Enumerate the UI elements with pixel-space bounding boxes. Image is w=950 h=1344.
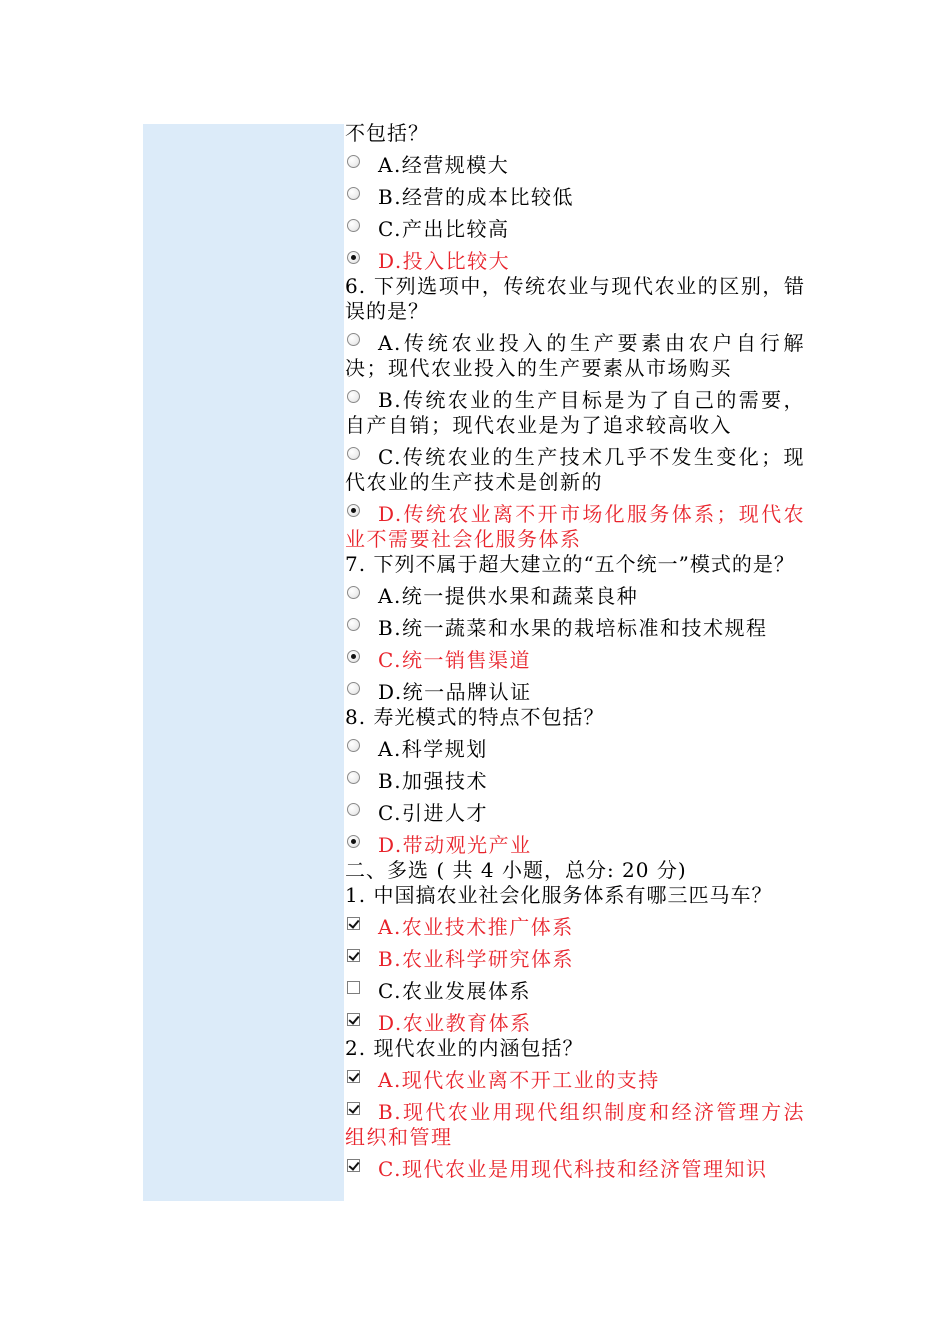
option-label: A.科学规划: [378, 737, 488, 761]
q5-option-a[interactable]: [345, 153, 805, 178]
m2-option-a[interactable]: [345, 1068, 805, 1093]
option-label: B.农业科学研究体系: [378, 947, 575, 971]
radio-icon[interactable]: [347, 803, 360, 816]
checkbox-icon[interactable]: [347, 981, 360, 994]
exam-content: [345, 121, 805, 1182]
radio-icon[interactable]: [347, 155, 360, 168]
checkbox-checked-icon[interactable]: [347, 949, 360, 962]
option-label: A.统一提供水果和蔬菜良种: [378, 584, 639, 608]
option-label: B.加强技术: [378, 769, 489, 793]
radio-selected-icon[interactable]: [347, 504, 360, 517]
q6-option-b[interactable]: [345, 388, 805, 438]
q5-option-d[interactable]: [345, 249, 805, 274]
radio-icon[interactable]: [347, 771, 360, 784]
option-label: D.投入比较大: [378, 249, 511, 273]
m1-option-a[interactable]: [345, 915, 805, 940]
radio-icon[interactable]: [347, 390, 360, 403]
radio-icon[interactable]: [347, 219, 360, 232]
option-label: A.传统农业投入的生产要素由农户自行解决；现代农业投入的生产要素从市场购买: [345, 331, 805, 380]
q5-option-b[interactable]: [345, 185, 805, 210]
option-label: D.统一品牌认证: [378, 680, 532, 704]
radio-selected-icon[interactable]: [347, 650, 360, 663]
option-label: A.现代农业离不开工业的支持: [378, 1068, 660, 1092]
option-label: B.传统农业的生产目标是为了自己的需要，自产自销；现代农业是为了追求较高收入: [345, 388, 805, 437]
q8-option-c[interactable]: [345, 801, 805, 826]
q7-option-b[interactable]: [345, 616, 805, 641]
radio-icon[interactable]: [347, 187, 360, 200]
radio-selected-icon[interactable]: [347, 835, 360, 848]
option-label: C.传统农业的生产技术几乎不发生变化；现代农业的生产技术是创新的: [345, 445, 805, 494]
option-label: A.农业技术推广体系: [378, 915, 574, 939]
section-heading-multiple-choice: 二、多选 ( 共 4 小题，总分: 20 分): [345, 858, 687, 882]
q8-option-a[interactable]: [345, 737, 805, 762]
radio-selected-icon[interactable]: [347, 251, 360, 264]
left-sidebar-panel: [143, 124, 344, 1201]
option-label: C.农业发展体系: [378, 979, 531, 1003]
question-8: 8. 寿光模式的特点不包括？: [345, 705, 605, 729]
m2-option-b[interactable]: [345, 1100, 805, 1150]
option-label: B.现代农业用现代组织制度和经济管理方法组织和管理: [345, 1100, 805, 1149]
question-5-tail: 不包括？: [345, 121, 429, 145]
q6-option-d[interactable]: [345, 502, 805, 552]
q6-option-c[interactable]: [345, 445, 805, 495]
q7-option-a[interactable]: [345, 584, 805, 609]
checkbox-checked-icon[interactable]: [347, 1070, 360, 1083]
q7-option-c[interactable]: [345, 648, 805, 673]
radio-icon[interactable]: [347, 586, 360, 599]
question-6: 6. 下列选项中，传统农业与现代农业的区别，错误的是？: [345, 274, 805, 323]
radio-icon[interactable]: [347, 739, 360, 752]
option-label: A.经营规模大: [378, 153, 510, 177]
checkbox-checked-icon[interactable]: [347, 1102, 360, 1115]
option-label: D.农业教育体系: [378, 1011, 532, 1035]
option-label: D.带动观光产业: [378, 833, 532, 857]
checkbox-checked-icon[interactable]: [347, 1159, 360, 1172]
q7-option-d[interactable]: [345, 680, 805, 705]
radio-icon[interactable]: [347, 333, 360, 346]
m2-option-c[interactable]: [345, 1157, 805, 1182]
multi-question-1: 1. 中国搞农业社会化服务体系有哪三匹马车？: [345, 883, 773, 907]
radio-icon[interactable]: [347, 618, 360, 631]
radio-icon[interactable]: [347, 447, 360, 460]
m1-option-c[interactable]: [345, 979, 805, 1004]
checkbox-checked-icon[interactable]: [347, 917, 360, 930]
checkbox-checked-icon[interactable]: [347, 1013, 360, 1026]
question-7: 7. 下列不属于超大建立的“五个统一”模式的是？: [345, 552, 795, 576]
option-label: B.统一蔬菜和水果的栽培标准和技术规程: [378, 616, 768, 640]
m1-option-b[interactable]: [345, 947, 805, 972]
m1-option-d[interactable]: [345, 1011, 805, 1036]
q8-option-d[interactable]: [345, 833, 805, 858]
option-label: C.统一销售渠道: [378, 648, 531, 672]
option-label: D.传统农业离不开市场化服务体系；现代农业不需要社会化服务体系: [345, 502, 805, 551]
option-label: C.现代农业是用现代科技和经济管理知识: [378, 1157, 768, 1181]
q5-option-c[interactable]: [345, 217, 805, 242]
radio-icon[interactable]: [347, 682, 360, 695]
option-label: B.经营的成本比较低: [378, 185, 575, 209]
q8-option-b[interactable]: [345, 769, 805, 794]
q6-option-a[interactable]: [345, 331, 805, 381]
option-label: C.引进人才: [378, 801, 488, 825]
multi-question-2: 2. 现代农业的内涵包括？: [345, 1036, 584, 1060]
option-label: C.产出比较高: [378, 217, 510, 241]
